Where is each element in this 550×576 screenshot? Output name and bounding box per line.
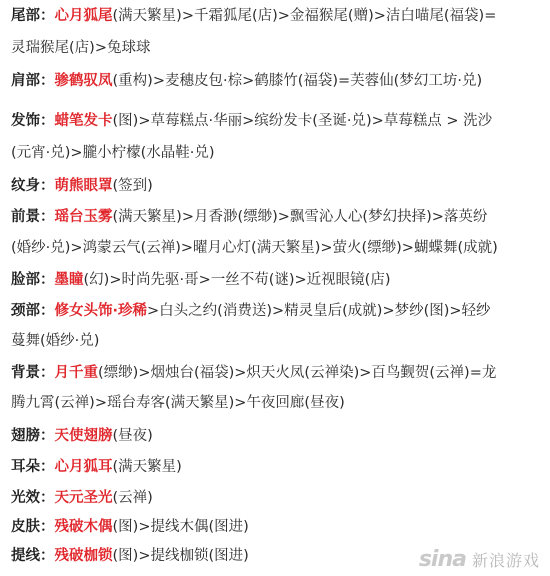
- text-line: [11, 426, 153, 446]
- featured-item-name: 残破木偶: [54, 519, 113, 535]
- text-line: [11, 270, 391, 290]
- text-line: [11, 38, 150, 58]
- item-chain-text: (婚纱·兑)>鸿蒙云气(云禅)>曜月心灯(满天繁星)>萤火(缥缈)>蝴蝶舞(成就): [11, 240, 498, 256]
- text-line: [11, 238, 498, 258]
- featured-item-name: 天使翅膀: [54, 428, 113, 444]
- item-chain-text: (图)>提线木偶(图进): [112, 519, 249, 535]
- text-line: [11, 363, 496, 383]
- text-line: [11, 393, 345, 413]
- watermark: [390, 544, 540, 574]
- category-label: 翅膀：: [11, 428, 55, 444]
- item-chain-text: (缥缈)>烟烛台(福袋)>炽天火凤(云禅染)>百鸟觐贺(云禅)=龙: [98, 365, 497, 381]
- featured-item-name: 修女头饰·珍稀: [54, 303, 148, 319]
- item-chain-text: (云禅): [112, 490, 153, 506]
- featured-item-name: 残破枷锁: [54, 548, 113, 564]
- item-chain-text: (满天繁星)>千霜狐尾(店)>金福猴尾(赠)>洁白喵尾(福袋)=: [112, 8, 497, 24]
- featured-item-name: 心月狐尾: [54, 8, 113, 24]
- category-label: 提线：: [11, 548, 55, 564]
- item-chain-text: (元宵·兑)>朧小柠檬(水晶鞋·兑): [11, 145, 215, 161]
- featured-item-name: 骖鹤驭凤: [54, 73, 113, 89]
- category-label: 脸部：: [11, 272, 55, 288]
- category-label: 前景：: [11, 209, 55, 225]
- text-line: [11, 71, 482, 91]
- category-label: 背景：: [11, 365, 55, 381]
- featured-item-name: 瑶台玉雾: [54, 209, 113, 225]
- item-chain-text: (图)>提线枷锁(图进): [112, 548, 249, 564]
- item-chain-text: 灵瑞猴尾(店)>兔球球: [11, 40, 151, 56]
- item-chain-text: (满天繁星): [112, 459, 182, 475]
- text-line: [11, 488, 153, 508]
- text-line: [11, 517, 249, 537]
- text-line: [11, 301, 491, 321]
- text-line: [11, 176, 153, 196]
- category-label: 肩部：: [11, 73, 55, 89]
- featured-item-name: 天元圣光: [54, 490, 113, 506]
- watermark-text: 新浪游戏: [471, 550, 540, 570]
- item-chain-text: (昼夜): [112, 428, 153, 444]
- featured-item-name: 萌熊眼罩: [54, 178, 113, 194]
- item-chain-text: 蔓舞(婚纱·兑): [11, 333, 100, 349]
- sina-logo: sina: [418, 546, 466, 572]
- category-label: 皮肤：: [11, 519, 55, 535]
- item-chain-text: (重构)>麦穗皮包·棕>鹤膝竹(福袋)=芙蓉仙(梦幻工坊·兑): [112, 73, 483, 89]
- text-line: [11, 143, 215, 163]
- text-line: [11, 111, 492, 131]
- featured-item-name: 月千重: [54, 365, 98, 381]
- item-chain-text: (满天繁星)>月香渺(缥缈)>飘雪沁人心(梦幻抉择)>落英纷: [112, 209, 488, 225]
- featured-item-name: 墨瞳: [54, 272, 84, 288]
- featured-item-name: 心月狐耳: [54, 459, 113, 475]
- text-line: [11, 6, 496, 26]
- category-label: 发饰：: [11, 113, 55, 129]
- text-line: [11, 207, 487, 227]
- item-chain-text: (幻)>时尚先驱·哥>一丝不苟(谜)>近视眼镜(店): [83, 272, 391, 288]
- text-line: [11, 546, 249, 566]
- category-label: 尾部：: [11, 8, 55, 24]
- item-chain-text: 腾九霄(云禅)>瑶台寿客(满天繁星)>午夜回廊(昼夜): [11, 395, 345, 411]
- category-label: 耳朵：: [11, 459, 55, 475]
- category-label: 纹身：: [11, 178, 55, 194]
- text-line: [11, 457, 182, 477]
- item-chain-text: >白头之约(消费送)>精灵皇后(成就)>梦纱(图)>轻纱: [147, 303, 491, 319]
- category-label: 光效：: [11, 490, 55, 506]
- item-chain-text: (图)>草莓糕点·华丽>缤纷发卡(圣诞·兑)>草莓糕点 > 洗沙: [112, 113, 493, 129]
- text-line: [11, 331, 99, 351]
- featured-item-name: 蜡笔发卡: [54, 113, 113, 129]
- category-label: 颈部：: [11, 303, 55, 319]
- item-chain-text: (签到): [112, 178, 153, 194]
